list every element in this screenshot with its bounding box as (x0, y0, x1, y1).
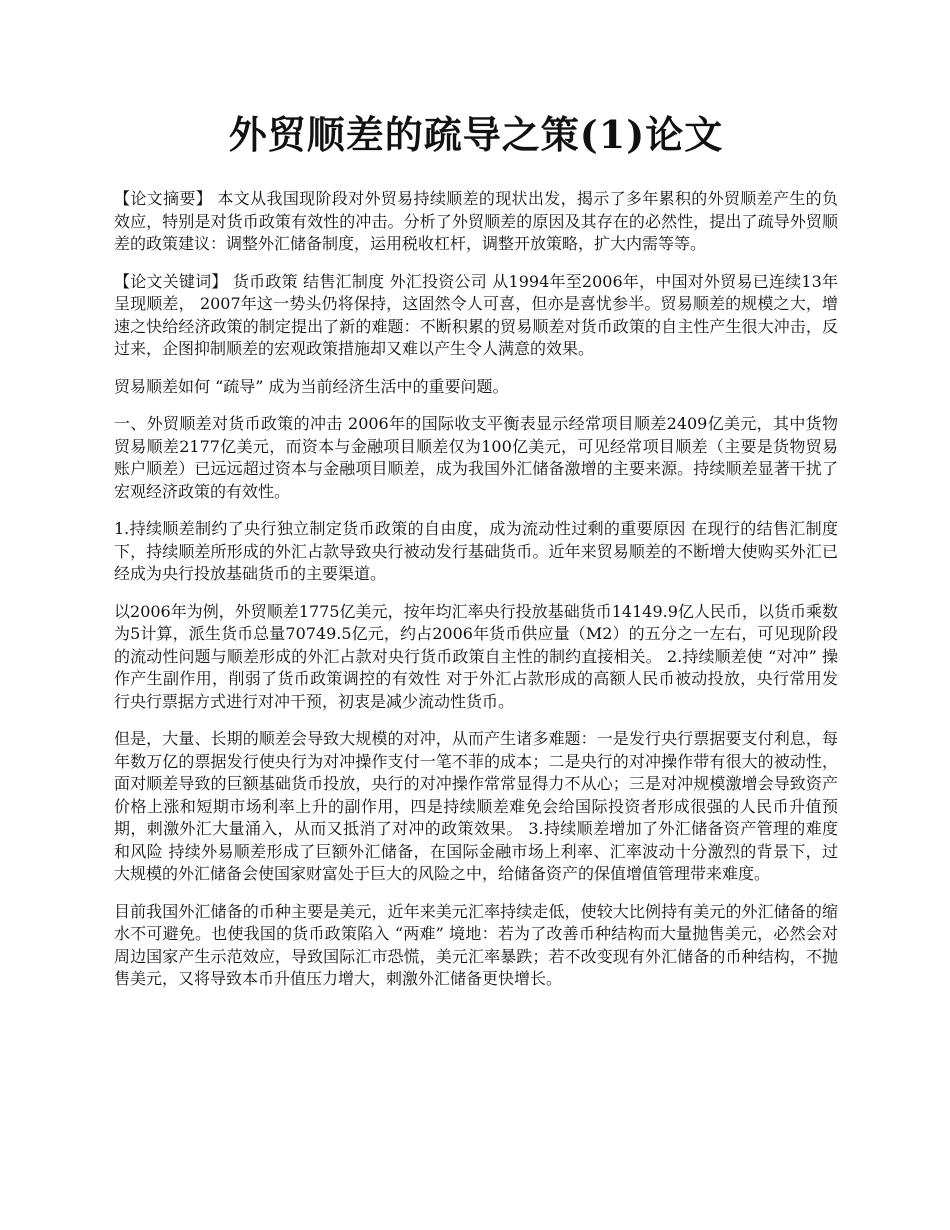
keywords-paragraph: 【论文关键词】 货币政策 结售汇制度 外汇投资公司 从1994年至2006年，中国对外贸易已连续13年呈现顺差， 2007年这一势头仍将保持，这固然令人可喜，但亦是喜忧参半。贸易顺差的规模之大，增速之快给经济政策的制定提出了新的难题：不断积累的贸易顺差对货币政策的自主性产生很大冲击，反过来，企图抑制顺差的宏观政策措施却又难以产生令人满意的效果。 (114, 271, 838, 358)
example-2006-paragraph: 以2006年为例，外贸顺差1775亿美元，按年均汇率央行投放基础货币14149.9亿人民币，以货币乘数为5计算，派生货币总量70749.5亿元，约占2006年货币供应量（M2）的五分之一左右，可见现阶段的流动性问题与顺差形成的外汇占款对央行货币政策自主性的制约直接相关。 2.持续顺差使 “对冲” 操作产生副作用，削弱了货币政策调控的有效性 对于外汇占款形成的高额人民币被动投放，央行常用发行央行票据方式进行对冲干预，初衷是减少流动性货币。 (114, 601, 838, 711)
hedging-problems-paragraph: 但是，大量、长期的顺差会导致大规模的对冲，从而产生诸多难题：一是发行央行票据要支付利息，每年数万亿的票据发行使央行为对冲操作支付一笔不菲的成本；二是央行的对冲操作带有很大的被动性，面对顺差导致的巨额基础货币投放，央行的对冲操作常常显得力不从心；三是对冲规模激增会导致资产价格上涨和短期市场利率上升的副作用，四是持续顺差难免会给国际投资者形成很强的人民币升值预期，刺激外汇大量涌入，从而又抵消了对冲的政策效果。 3.持续顺差增加了外汇储备资产管理的难度和风险 持续外易顺差形成了巨额外汇储备，在国际金融市场上利率、汇率波动十分激烈的背景下，过大规模的外汇储备会使国家财富处于巨大的风险之中，给储备资产的保值增值管理带来难度。 (114, 729, 838, 883)
abstract-paragraph: 【论文摘要】 本文从我国现阶段对外贸易持续顺差的现状出发，揭示了多年累积的外贸顺差产生的负效应，特别是对货币政策有效性的冲击。分析了外贸顺差的原因及其存在的必然性，提出了疏导外贸顺差的政策建议：调整外汇储备制度，运用税收杠杆，调整开放策略，扩大内需等等。 (114, 189, 838, 253)
reserve-currency-paragraph: 目前我国外汇储备的币种主要是美元，近年来美元汇率持续走低，使较大比例持有美元的外汇储备的缩水不可避免。也使我国的货币政策陷入 “两难” 境地：若为了改善币种结构而大量抛售美元，必然会对周边国家产生示范效应，导致国际汇市恐慌，美元汇率暴跌；若不改变现有外汇储备的币种结构，不抛售美元，又将导致本币升值压力增大，刺激外汇储备更快增长。 (114, 901, 838, 988)
page-title: 外贸顺差的疏导之策(1)论文 (228, 112, 724, 157)
point-one-paragraph: 1.持续顺差制约了央行独立制定货币政策的自由度，成为流动性过剩的重要原因 在现行的结售汇制度下，持续顺差所形成的外汇占款导致央行被动发行基础货币。近年来贸易顺差的不断增大使购买外汇已经成为央行投放基础货币的主要渠道。 (114, 519, 838, 583)
section-one-paragraph: 一、外贸顺差对货币政策的冲击 2006年的国际收支平衡表显示经常项目顺差2409亿美元，其中货物贸易顺差2177亿美元，而资本与金融项目顺差仅为100亿美元，可见经常项目顺差（主要是货物贸易账户顺差）已远远超过资本与金融项目顺差，成为我国外汇储备激增的主要来源。持续顺差显著干扰了宏观经济政策的有效性。 (114, 414, 838, 501)
body-paragraph: 贸易顺差如何 “疏导” 成为当前经济生活中的重要问题。 (114, 376, 509, 396)
